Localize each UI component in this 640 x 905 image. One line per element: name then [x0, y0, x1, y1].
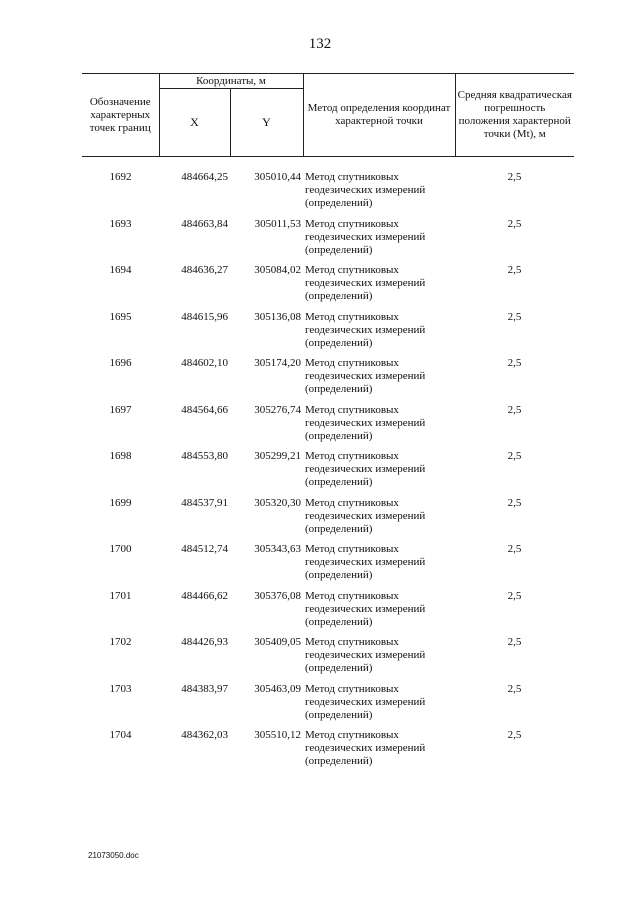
table-row [82, 264, 574, 311]
error-cell: 2,5 [507, 357, 522, 369]
point-number-cell: 1699 [109, 496, 132, 509]
error-cell: 2,5 [507, 543, 522, 555]
table-row [82, 543, 574, 590]
error-cell: 2,5 [507, 264, 522, 276]
error-cell: 2,5 [507, 310, 522, 323]
coord-y-cell: 305409,05 [254, 636, 301, 648]
coord-y-cell: 305463,09 [254, 682, 301, 695]
error-cell: 2,5 [507, 589, 522, 602]
method-cell: Метод спутниковых геодезических измерений (определений) [305, 310, 426, 349]
table-row [82, 729, 574, 776]
table-row [82, 218, 574, 265]
coord-y-cell: 305136,08 [254, 310, 301, 323]
coord-x-cell: 484663,84 [181, 217, 228, 230]
coord-y-cell: 305320,30 [254, 496, 301, 509]
error-cell: 2,5 [507, 682, 522, 695]
coord-y-cell: 305276,74 [254, 403, 301, 416]
coord-y-cell: 305011,53 [254, 217, 301, 230]
point-number-cell: 1692 [109, 171, 132, 183]
header-designation: Обозначение характерных точек границ [82, 74, 159, 157]
error-cell: 2,5 [507, 403, 522, 416]
header-method: Метод определения координат характерной точки [303, 74, 455, 157]
error-cell: 2,5 [507, 171, 522, 183]
coord-x-cell: 484664,25 [181, 171, 228, 183]
point-number-cell: 1704 [109, 729, 132, 741]
page-number: 132 [308, 36, 332, 52]
error-cell: 2,5 [507, 496, 522, 509]
boundary-points-table [82, 73, 574, 776]
point-number-cell: 1696 [109, 357, 132, 369]
coord-x-cell: 484362,03 [181, 729, 228, 741]
table-row [82, 683, 574, 730]
coord-x-cell: 484564,66 [181, 403, 228, 416]
header-y: Y [230, 89, 303, 157]
coord-y-cell: 305343,63 [254, 543, 301, 555]
coord-x-cell: 484466,62 [181, 589, 228, 602]
header-error: Средняя квадратическая погрешность положения характерной точки (Мt), м [455, 74, 574, 157]
point-number-cell: 1698 [109, 450, 132, 462]
table-row [82, 404, 574, 451]
table-row [82, 311, 574, 358]
error-cell: 2,5 [507, 450, 522, 462]
coord-x-cell: 484512,74 [181, 543, 228, 555]
method-cell: Метод спутниковых геодезических измерений (определений) [305, 264, 426, 302]
method-cell: Метод спутниковых геодезических измерений (определений) [305, 357, 426, 395]
point-number-cell: 1701 [109, 589, 132, 602]
coord-y-cell: 305299,21 [254, 450, 301, 462]
error-cell: 2,5 [507, 729, 522, 741]
method-cell: Метод спутниковых геодезических измерений (определений) [305, 403, 426, 442]
coord-y-cell: 305084,02 [254, 264, 301, 276]
coord-x-cell: 484537,91 [181, 496, 228, 509]
method-cell: Метод спутниковых геодезических измерений (определений) [305, 682, 426, 721]
method-cell: Метод спутниковых геодезических измерений (определений) [305, 636, 426, 674]
coord-x-cell: 484615,96 [181, 310, 228, 323]
method-cell: Метод спутниковых геодезических измерений (определений) [305, 171, 426, 209]
coord-x-cell: 484553,80 [181, 450, 228, 462]
method-cell: Метод спутниковых геодезических измерений (определений) [305, 589, 426, 628]
method-cell: Метод спутниковых геодезических измерений (определений) [305, 496, 426, 535]
header-x: X [159, 89, 230, 157]
coord-x-cell: 484602,10 [181, 357, 228, 369]
error-cell: 2,5 [507, 217, 522, 230]
error-cell: 2,5 [507, 636, 522, 648]
table-row [82, 157, 574, 218]
table-row [82, 450, 574, 497]
point-number-cell: 1702 [109, 636, 132, 648]
coord-y-cell: 305510,12 [254, 729, 301, 741]
method-cell: Метод спутниковых геодезических измерений (определений) [305, 543, 426, 581]
point-number-cell: 1700 [109, 543, 132, 555]
coord-y-cell: 305376,08 [254, 589, 301, 602]
point-number-cell: 1693 [109, 217, 132, 230]
table-row [82, 590, 574, 637]
footer-doc-id: 21073050.doc [88, 851, 139, 860]
point-number-cell: 1697 [109, 403, 132, 416]
method-cell: Метод спутниковых геодезических измерений (определений) [305, 450, 426, 488]
coord-x-cell: 484383,97 [181, 682, 228, 695]
method-cell: Метод спутниковых геодезических измерений (определений) [305, 729, 426, 767]
coord-y-cell: 305010,44 [254, 171, 301, 183]
method-cell: Метод спутниковых геодезических измерений (определений) [305, 217, 426, 256]
table-row [82, 636, 574, 683]
point-number-cell: 1703 [109, 682, 132, 695]
coord-y-cell: 305174,20 [254, 357, 301, 369]
table-row [82, 497, 574, 544]
table-row [82, 357, 574, 404]
point-number-cell: 1694 [109, 264, 132, 276]
point-number-cell: 1695 [109, 310, 132, 323]
table-body [82, 157, 574, 776]
coord-x-cell: 484426,93 [181, 636, 228, 648]
table-header [82, 74, 574, 157]
coord-x-cell: 484636,27 [181, 264, 228, 276]
header-coordinates: Координаты, м [159, 74, 303, 89]
